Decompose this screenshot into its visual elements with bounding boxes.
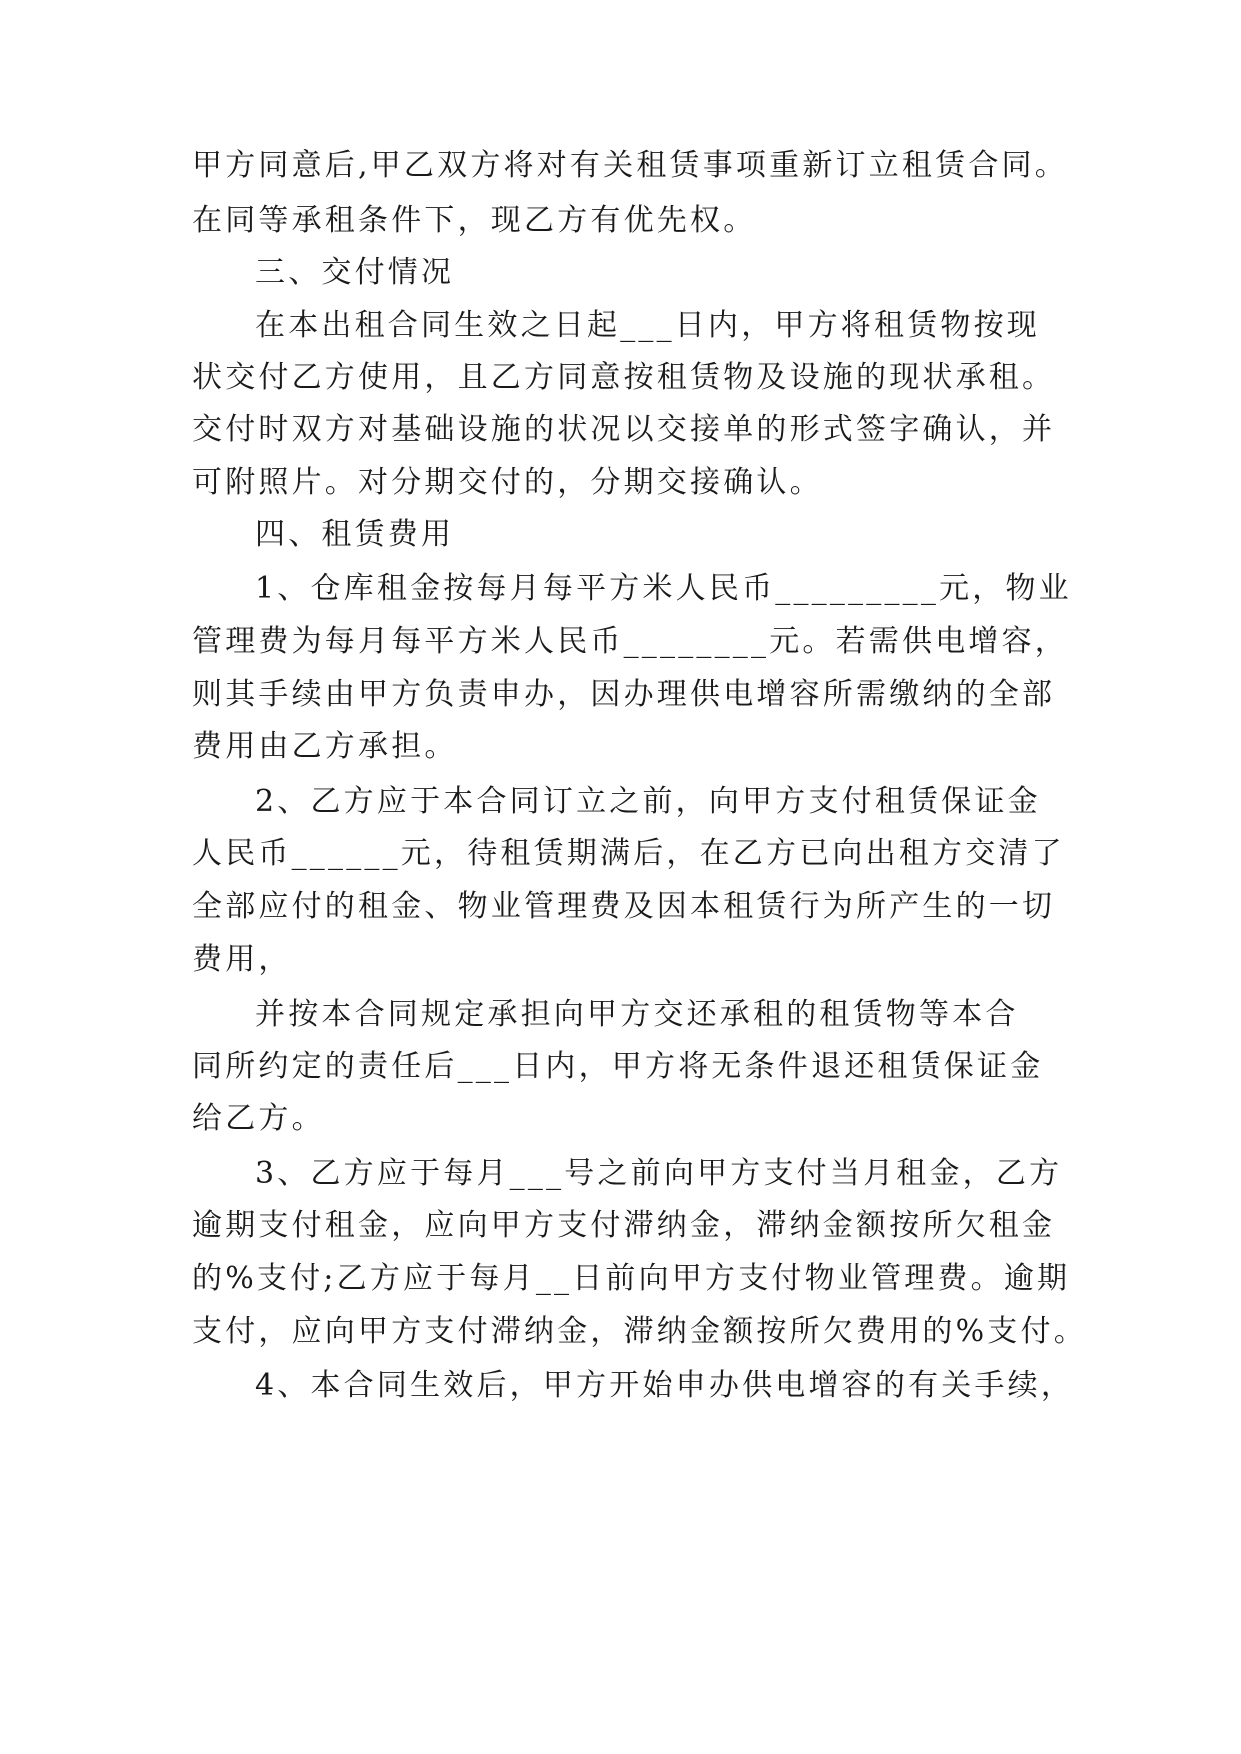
text-line: 4、本合同生效后，甲方开始申办供电增容的有关手续， <box>255 1368 1075 1403</box>
text-line: 管理费为每月每平方米人民币________元。若需供电增容， <box>192 624 1068 659</box>
text-line: 给乙方。 <box>192 1101 325 1136</box>
text-line: 状交付乙方使用，且乙方同意按租赁物及设施的现状承租。 <box>192 360 1056 395</box>
text-line: 可附照片。对分期交付的，分期交接确认。 <box>192 465 823 500</box>
text-line: 1、仓库租金按每月每平方米人民币_________元，物业 <box>255 571 1072 606</box>
text-line: 甲方同意后,甲乙双方将对有关租赁事项重新订立租赁合同。 <box>192 148 1068 183</box>
section-heading: 三、交付情况 <box>255 255 455 290</box>
text-line: 费用， <box>192 942 292 977</box>
text-line: 3、乙方应于每月___号之前向甲方支付当月租金，乙方 <box>255 1156 1063 1191</box>
text-line: 2、乙方应于本合同订立之前，向甲方支付租赁保证金 <box>255 784 1041 819</box>
text-line: 逾期支付租金，应向甲方支付滞纳金，滞纳金额按所欠租金 <box>192 1208 1056 1243</box>
text-line: 全部应付的租金、物业管理费及因本租赁行为所产生的一切 <box>192 889 1056 924</box>
text-line: 则其手续由甲方负责申办，因办理供电增容所需缴纳的全部 <box>192 677 1056 712</box>
text-line: 在同等承租条件下，现乙方有优先权。 <box>192 203 757 238</box>
text-line: 支付，应向甲方支付滞纳金，滞纳金额按所欠费用的%支付。 <box>192 1314 1087 1349</box>
text-line: 人民币______元，待租赁期满后，在乙方已向出租方交清了 <box>192 836 1065 871</box>
text-line: 交付时双方对基础设施的状况以交接单的形式签字确认，并 <box>192 412 1056 447</box>
text-line: 的%支付;乙方应于每月__日前向甲方支付物业管理费。逾期 <box>192 1261 1071 1296</box>
section-heading: 四、租赁费用 <box>255 517 455 552</box>
text-line: 同所约定的责任后___日内，甲方将无条件退还租赁保证金 <box>192 1049 1044 1084</box>
text-line: 费用由乙方承担。 <box>192 729 458 764</box>
text-line: 并按本合同规定承担向甲方交还承租的租赁物等本合 <box>255 997 1019 1032</box>
text-line: 在本出租合同生效之日起___日内，甲方将租赁物按现 <box>255 308 1040 343</box>
